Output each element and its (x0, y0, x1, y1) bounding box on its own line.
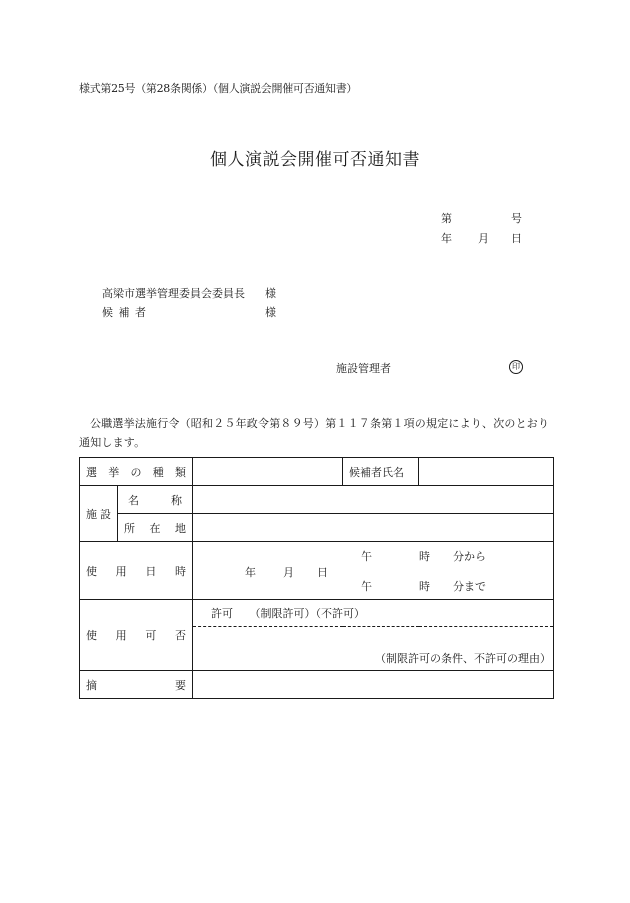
to-ji: 時 (419, 580, 430, 593)
election-type-cell (80, 458, 193, 486)
facility-location-label-cell (118, 514, 193, 542)
addressee-honorific-2: 様 (265, 306, 276, 319)
facility-label: 施 設 (86, 507, 111, 521)
usage-datetime-label: 使 用 日 時 (86, 564, 186, 578)
usage-date-nen: 年 (245, 566, 256, 579)
facility-name-value[interactable] (193, 486, 554, 514)
row-usage-datetime (80, 542, 554, 600)
addressee-candidate: 候 補 者 (102, 306, 147, 319)
date-hi: 日 (511, 232, 522, 245)
notice-body-text: 公職選挙法施行令（昭和２５年政令第８９号）第１１７条第１項の規定により、次のとおり通知します。 (79, 417, 550, 449)
from-fun: 分から (453, 550, 486, 563)
document-title: 個人演説会開催可否通知書 (210, 150, 420, 170)
facility-label-cell (80, 486, 118, 542)
facility-location-label: 所 在 地 (124, 521, 186, 535)
to-gozen: 午 (361, 580, 372, 593)
candidate-name-value[interactable] (419, 458, 554, 486)
usage-date-tsuki: 月 (283, 566, 294, 579)
form-number-label: 様式第25号（第28条関係）（個人演説会開催可否通知書） (79, 82, 358, 95)
from-ji: 時 (419, 550, 430, 563)
to-fun: 分まで (453, 580, 486, 593)
permit-options[interactable]: 許可 （制限許可）（不許可） (193, 600, 554, 627)
remarks-label: 摘 要 (86, 678, 186, 692)
row-remarks (80, 671, 554, 699)
date-nen: 年 (441, 232, 452, 245)
facility-manager-label: 施設管理者 (336, 362, 391, 375)
facility-name-label: 名 称 (128, 493, 182, 507)
row-usage-permit-top (80, 600, 554, 627)
number-go: 号 (511, 212, 522, 225)
election-type-value[interactable] (193, 458, 343, 486)
usage-date-hi: 日 (317, 566, 328, 579)
row-facility-location (80, 514, 554, 542)
usage-permit-label-cell (80, 600, 193, 671)
candidate-name-label: 候補者氏名 (343, 458, 419, 486)
addressee-committee-chair: 高梁市選挙管理委員会委員長 (102, 287, 245, 300)
election-type-label: 選 挙 の 種 類 (86, 465, 186, 479)
remarks-value[interactable] (193, 671, 554, 699)
permit-note[interactable]: （制限許可の条件、不許可の理由） (193, 627, 554, 671)
row-facility-name (80, 486, 554, 514)
row-election-type (80, 458, 554, 486)
seal-mark: 印 (509, 360, 523, 374)
usage-datetime-value[interactable] (193, 542, 554, 600)
remarks-label-cell (80, 671, 193, 699)
date-tsuki: 月 (478, 232, 489, 245)
facility-name-label-cell (118, 486, 193, 514)
notice-form-table (79, 457, 554, 699)
facility-location-value[interactable] (193, 514, 554, 542)
usage-permit-label: 使 用 可 否 (86, 629, 186, 642)
addressee-honorific-1: 様 (265, 287, 276, 300)
usage-datetime-label-cell (80, 542, 193, 600)
from-gozen: 午 (361, 550, 372, 563)
number-dai: 第 (441, 212, 452, 225)
